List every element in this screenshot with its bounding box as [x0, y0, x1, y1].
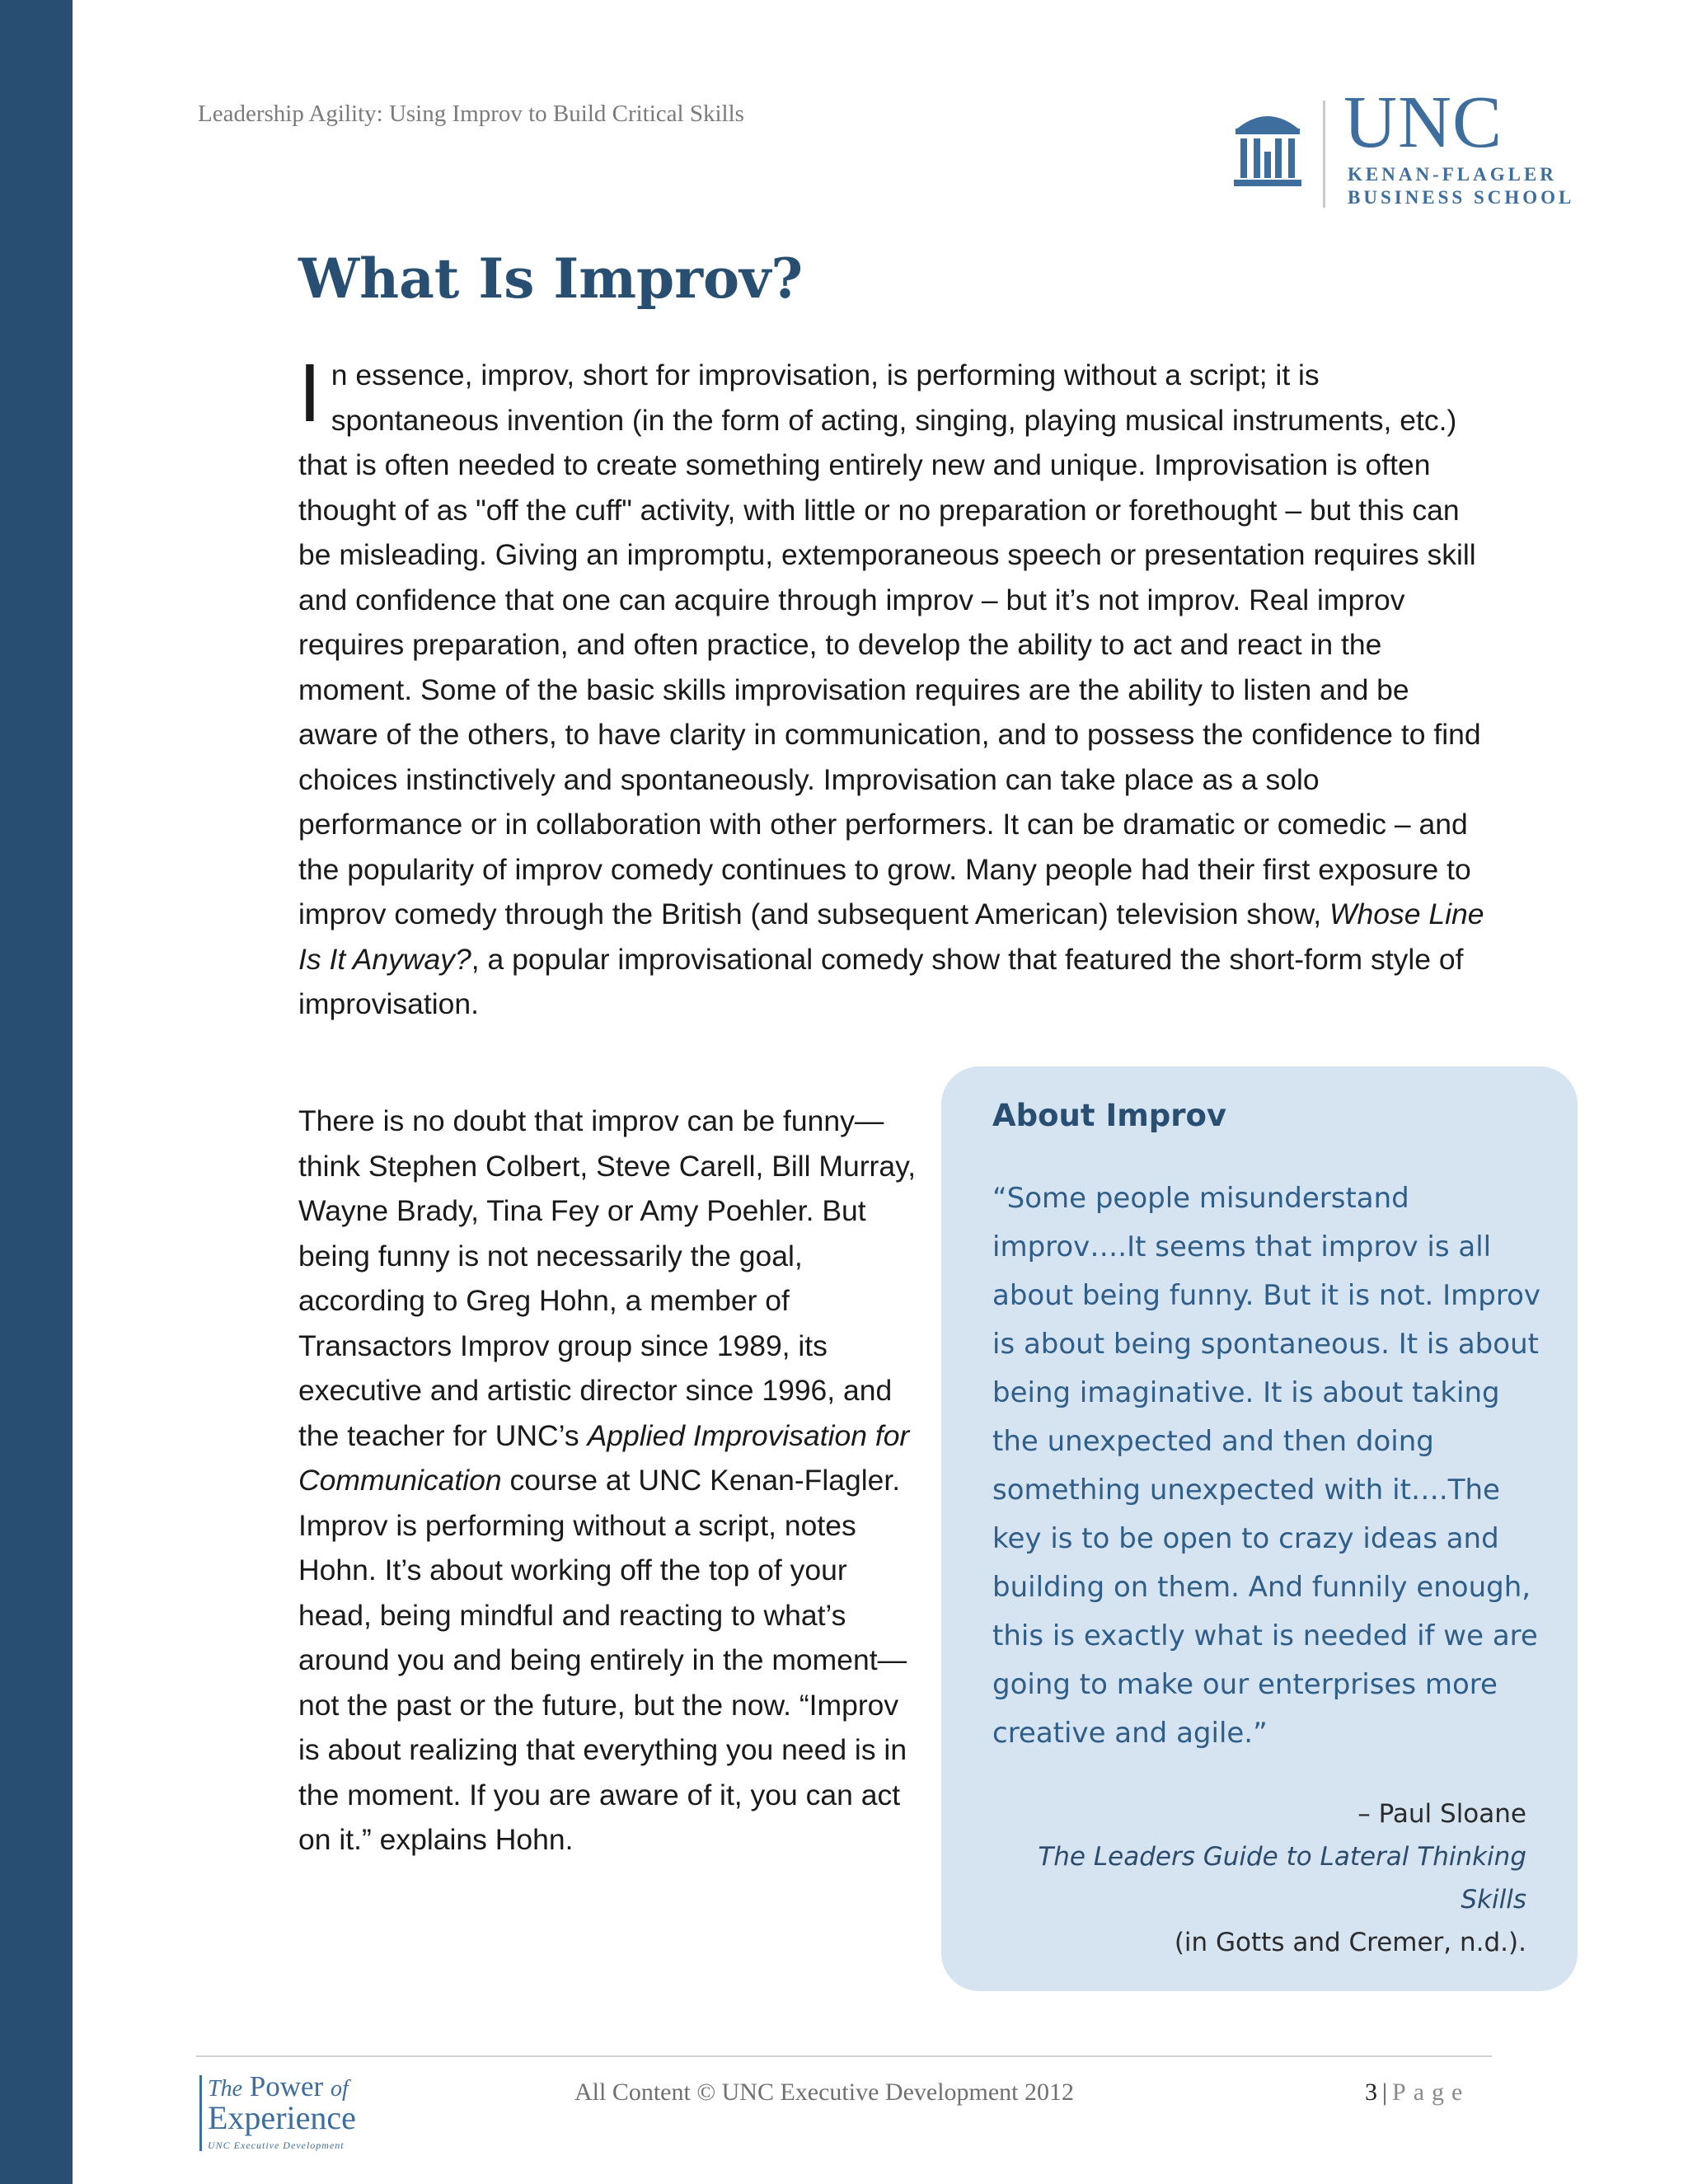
unc-kenan-flagler-logo [1232, 82, 1603, 213]
running-header: Leadership Agility: Using Improv to Build Critical Skills [198, 101, 744, 127]
intro-text-end: , a popular improvisational comedy show that featured the short-form style of improvisation. [298, 942, 1464, 1020]
page-number [1365, 2079, 1470, 2107]
quote-author: – Paul Sloane [1357, 1799, 1526, 1829]
quote-book-title: The Leaders Guide to Lateral Thinking Skills [1038, 1842, 1526, 1915]
logo-business-school: BUSINESS SCHOOL [1348, 187, 1575, 208]
logo-wordmark: UNC [1343, 82, 1503, 163]
hohn-text-b: course at UNC Kenan-Flagler. Improv is performing without a script, notes Hohn. It’s about working off the top of your head, being mindful and reacting to what’s around you and being entirely in the moment—not the past or the future, but the now. “Improv is about realizing that everything you need is in the moment. If you are aware of it, you can act on it.” explains Hohn. [298, 1464, 907, 1856]
drop-cap: I [298, 347, 321, 439]
page-label: Page [1392, 2079, 1470, 2106]
intro-text: n essence, improv, short for improvisation, is performing without a script; it is spontaneous invention (in the form of acting, singing, playing musical instruments, etc.) that is often needed to create something entirely new and unique. Improvisation is often thought of as "off the cuff" activity, with little or no preparation or forethought – but this can be misleading. Giving an impromptu, extemporaneous speech or presentation requires skill and confidence that one can acquire through improv – but it’s not improv. Real improv requires preparation, and often practice, to develop the ability to act and react in the moment. Some of the basic skills improvisation requires are the ability to listen and be aware of the others, to have clarity in communication, and to possess the confidence to find choices instinctively and spontaneously. Improvisation can take place as a solo performance or in collaboration with other performers. It can be dramatic or comedic – and the popularity of improv comedy continues to grow. Many people had their first exposure to improv comedy through the British (and subsequent American) television show, [298, 359, 1481, 930]
intro-paragraph [298, 347, 1485, 1027]
hohn-paragraph [298, 1099, 917, 1863]
course-title: Applied Improvisation for Communication [298, 1418, 910, 1497]
hohn-text-a: There is no doubt that improv can be funny—think Stephen Colbert, Steve Carell, Bill Murray, Wayne Brady, Tina Fey or Amy Poehler. But being funny is not necessarily the goal, according to Greg Hohn, a member of Transactors Improv group since 1989, its executive and artistic director since 1996, and the teacher for UNC’s [298, 1104, 917, 1452]
logo-divider [1323, 101, 1325, 208]
show-title: Whose Line Is It Anyway? [298, 898, 1484, 976]
footer-logo-experience: Experience [208, 2099, 356, 2136]
sidebar-quote: “Some people misunderstand improv….It seems that improv is all about being funny. But it is not. Improv is about being spontaneous. It is about being imaginative. It is about taking the unexpected and then doing something unexpected with it….The key is to be open to crazy ideas and building on them. And funnily enough, this is exactly what is needed if we are going to make our enterprises more creative and agile.” [992, 1182, 1541, 1750]
footer-logo-bar [199, 2075, 202, 2151]
quote-attribution [992, 1793, 1526, 1964]
sidebar-heading: About Improv [992, 1098, 1227, 1133]
about-improv-sidebar [941, 1066, 1578, 1991]
old-well-icon [1232, 104, 1303, 194]
page-title: What Is Improv? [298, 246, 804, 311]
page-number-value: 3 [1365, 2079, 1377, 2106]
page-separator: | [1382, 2079, 1388, 2106]
power-of-experience-logo [199, 2070, 381, 2153]
footer-logo-the: The [208, 2076, 242, 2102]
quote-source: (in Gotts and Cremer, n.d.). [1174, 1928, 1526, 1957]
logo-kenan-flagler: KENAN-FLAGLER [1348, 164, 1557, 185]
footer-logo-tagline: UNC Executive Development [208, 2139, 345, 2151]
left-accent-bar [0, 0, 73, 2184]
footer-divider [196, 2055, 1492, 2057]
footer-logo-power: Power [249, 2070, 324, 2102]
footer-copyright: All Content © UNC Executive Development 2012 [574, 2079, 1075, 2106]
footer-logo-of: of [330, 2076, 349, 2102]
footer-logo-line1 [208, 2072, 349, 2101]
